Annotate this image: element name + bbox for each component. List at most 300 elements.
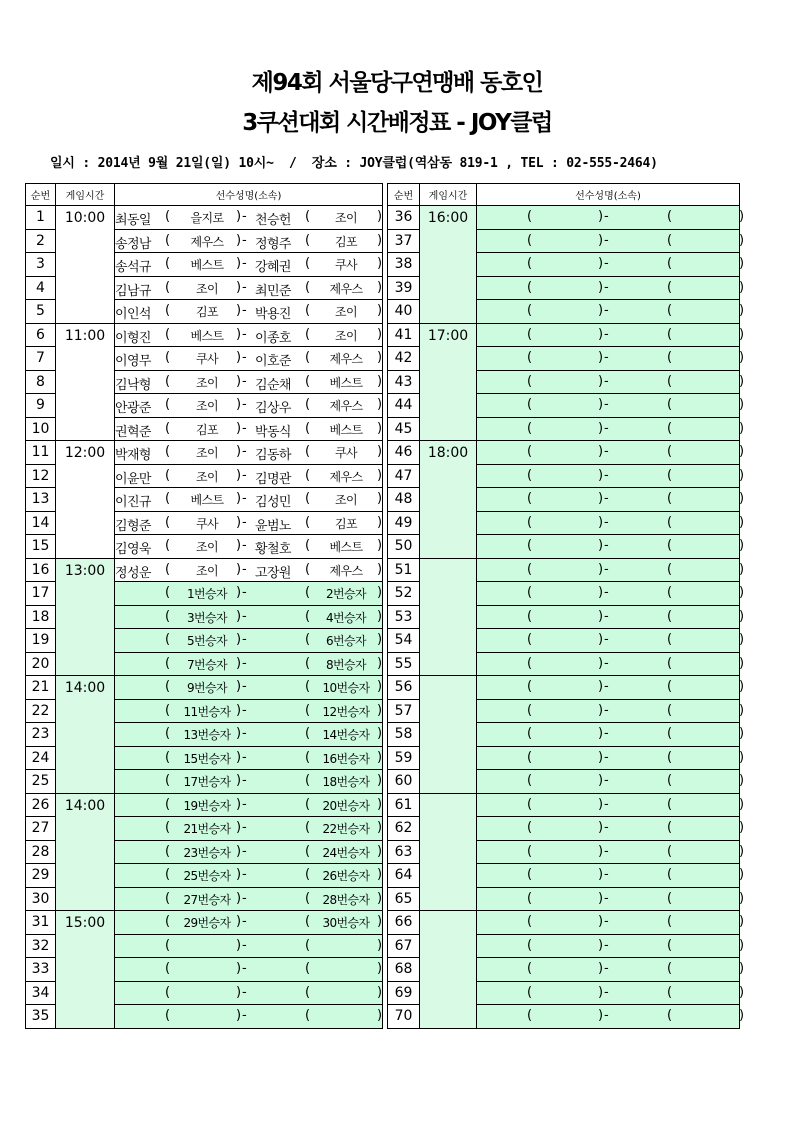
paren-open: ( (667, 679, 672, 695)
player-pair (477, 723, 744, 747)
player2-club: 30번승자 (322, 916, 370, 931)
paren-close: ) (236, 538, 241, 554)
player2-club: 26번승자 (322, 869, 370, 884)
versus-dash: - (604, 655, 609, 671)
player1-club: 조이 (196, 540, 218, 555)
paren-close: ) (236, 444, 241, 460)
paren-close: ) (377, 867, 382, 883)
versus-dash: - (242, 749, 247, 765)
paren-open: ( (165, 420, 170, 436)
player-pair (477, 676, 744, 700)
versus-dash: - (242, 467, 247, 483)
player-pair (477, 229, 744, 253)
paren-close: ) (598, 209, 603, 225)
player-pair (477, 300, 744, 324)
player-pair-content (115, 982, 382, 1004)
paren-open: ( (165, 1008, 170, 1024)
player-pair (115, 770, 383, 794)
player2-club: 조이 (335, 493, 357, 508)
match-number: 39 (388, 276, 420, 300)
versus-dash: - (604, 890, 609, 906)
versus-dash: - (604, 444, 609, 460)
paren-close: ) (236, 749, 241, 765)
paren-close: ) (377, 773, 382, 789)
paren-close: ) (236, 843, 241, 859)
player2-name: 고장원 (255, 565, 291, 581)
paren-open: ( (527, 984, 532, 1000)
versus-dash: - (242, 303, 247, 319)
player-pair (115, 723, 383, 747)
paren-close: ) (739, 350, 744, 366)
paren-open: ( (527, 843, 532, 859)
player1-club: 13번승자 (183, 728, 231, 743)
paren-close: ) (739, 514, 744, 530)
match-number: 45 (388, 417, 420, 441)
versus-dash: - (242, 1008, 247, 1024)
match-number: 64 (388, 864, 420, 888)
paren-open: ( (527, 937, 532, 953)
player1-name: 이인석 (115, 307, 151, 323)
game-time: 17:00 (420, 323, 477, 441)
player1-club: 11번승자 (183, 704, 231, 719)
player2-club: 제우스 (329, 281, 363, 296)
paren-open: ( (527, 514, 532, 530)
versus-dash: - (242, 209, 247, 225)
paren-open: ( (667, 843, 672, 859)
player2-club: 12번승자 (322, 704, 370, 719)
paren-close: ) (739, 843, 744, 859)
player1-club: 15번승자 (183, 751, 231, 766)
paren-close: ) (598, 397, 603, 413)
player1-club: 김포 (196, 305, 218, 320)
table-row (388, 911, 740, 935)
versus-dash: - (604, 397, 609, 413)
paren-close: ) (236, 679, 241, 695)
paren-open: ( (527, 467, 532, 483)
paren-open: ( (165, 279, 170, 295)
paren-open: ( (527, 867, 532, 883)
match-number: 40 (388, 300, 420, 324)
paren-open: ( (527, 1008, 532, 1024)
paren-open: ( (305, 608, 310, 624)
match-number: 2 (26, 229, 56, 253)
player-pair-content (115, 770, 382, 792)
player-pair-content (115, 723, 382, 745)
paren-close: ) (739, 867, 744, 883)
player-pair (115, 370, 383, 394)
paren-open: ( (667, 820, 672, 836)
paren-close: ) (598, 1008, 603, 1024)
player-pair (477, 887, 744, 911)
player-pair-content (115, 606, 382, 628)
schedule-table-left (25, 183, 383, 1029)
paren-close: ) (739, 726, 744, 742)
paren-close: ) (236, 585, 241, 601)
match-number: 46 (388, 441, 420, 465)
player2-club: 8번승자 (325, 657, 366, 672)
player-pair (115, 629, 383, 653)
paren-open: ( (305, 773, 310, 789)
player-pair (115, 464, 383, 488)
match-number: 24 (26, 746, 56, 770)
paren-close: ) (598, 608, 603, 624)
paren-open: ( (667, 467, 672, 483)
paren-open: ( (305, 420, 310, 436)
player-pair (115, 488, 383, 512)
versus-dash: - (604, 961, 609, 977)
versus-dash: - (242, 796, 247, 812)
player-pair (115, 394, 383, 418)
match-number: 47 (388, 464, 420, 488)
paren-close: ) (236, 232, 241, 248)
player1-name: 이영무 (115, 354, 151, 370)
versus-dash: - (242, 890, 247, 906)
paren-open: ( (305, 585, 310, 601)
paren-close: ) (739, 608, 744, 624)
player2-club: 김포 (335, 516, 357, 531)
player2-club: 2번승자 (325, 587, 366, 602)
paren-close: ) (739, 491, 744, 507)
paren-close: ) (739, 538, 744, 554)
paren-open: ( (165, 984, 170, 1000)
player-pair-content (115, 817, 382, 839)
player-pair-content (477, 723, 744, 745)
game-time: 12:00 (56, 441, 115, 559)
match-number: 33 (26, 958, 56, 982)
paren-open: ( (667, 914, 672, 930)
player2-club: 조이 (335, 305, 357, 320)
paren-close: ) (598, 984, 603, 1000)
player2-club: 베스트 (329, 422, 363, 437)
paren-close: ) (377, 209, 382, 225)
paren-close: ) (739, 232, 744, 248)
player-pair (477, 558, 744, 582)
player-pair (477, 864, 744, 888)
game-time: 14:00 (56, 793, 115, 911)
match-number: 5 (26, 300, 56, 324)
match-number: 10 (26, 417, 56, 441)
paren-open: ( (667, 232, 672, 248)
paren-close: ) (739, 749, 744, 765)
player-pair-content (477, 958, 744, 980)
paren-open: ( (527, 303, 532, 319)
versus-dash: - (604, 491, 609, 507)
paren-open: ( (667, 350, 672, 366)
match-number: 42 (388, 347, 420, 371)
paren-open: ( (305, 397, 310, 413)
paren-open: ( (305, 491, 310, 507)
paren-open: ( (305, 679, 310, 695)
player-pair-content (477, 864, 744, 886)
paren-close: ) (236, 1008, 241, 1024)
paren-open: ( (667, 561, 672, 577)
player-pair (477, 746, 744, 770)
player2-club: 베스트 (329, 375, 363, 390)
paren-open: ( (305, 514, 310, 530)
paren-close: ) (598, 232, 603, 248)
paren-close: ) (236, 702, 241, 718)
player1-club: 1번승자 (186, 587, 227, 602)
paren-open: ( (667, 867, 672, 883)
paren-close: ) (377, 796, 382, 812)
match-number: 32 (26, 934, 56, 958)
paren-open: ( (305, 749, 310, 765)
player2-club: 조이 (335, 211, 357, 226)
paren-open: ( (527, 679, 532, 695)
paren-open: ( (527, 914, 532, 930)
paren-close: ) (739, 632, 744, 648)
paren-close: ) (739, 373, 744, 389)
player2-name: 김명관 (255, 471, 291, 487)
player-pair (477, 394, 744, 418)
versus-dash: - (242, 491, 247, 507)
match-number: 68 (388, 958, 420, 982)
match-number: 62 (388, 817, 420, 841)
player-pair-content (477, 606, 744, 628)
game-time (420, 793, 477, 911)
paren-close: ) (236, 867, 241, 883)
paren-open: ( (165, 702, 170, 718)
paren-open: ( (305, 256, 310, 272)
player2-club: 6번승자 (325, 634, 366, 649)
player-pair (115, 276, 383, 300)
player-pair-content (477, 629, 744, 651)
table-row (388, 206, 740, 230)
table-row (26, 793, 383, 817)
paren-open: ( (305, 232, 310, 248)
match-number: 70 (388, 1005, 420, 1029)
player-pair (477, 793, 744, 817)
game-time: 13:00 (56, 558, 115, 676)
player-pair (477, 770, 744, 794)
paren-open: ( (667, 373, 672, 389)
paren-close: ) (598, 420, 603, 436)
versus-dash: - (242, 420, 247, 436)
match-number: 34 (26, 981, 56, 1005)
match-number: 8 (26, 370, 56, 394)
player2-name: 천승헌 (255, 213, 291, 229)
player2-name: 김동하 (255, 448, 291, 464)
match-number: 29 (26, 864, 56, 888)
paren-open: ( (667, 397, 672, 413)
paren-open: ( (165, 467, 170, 483)
player-pair (115, 206, 383, 230)
versus-dash: - (604, 820, 609, 836)
versus-dash: - (242, 867, 247, 883)
player2-club: 28번승자 (322, 892, 370, 907)
player-pair-content (115, 629, 382, 651)
paren-close: ) (598, 749, 603, 765)
versus-dash: - (242, 585, 247, 601)
versus-dash: - (604, 514, 609, 530)
paren-close: ) (739, 444, 744, 460)
player-pair-content (115, 230, 382, 252)
player1-club: 29번승자 (183, 916, 231, 931)
versus-dash: - (604, 232, 609, 248)
match-number: 1 (26, 206, 56, 230)
player-pair (115, 441, 383, 465)
player2-name: 최민준 (255, 283, 291, 299)
player-pair-content (115, 394, 382, 416)
paren-open: ( (305, 326, 310, 342)
paren-close: ) (598, 937, 603, 953)
paren-open: ( (305, 820, 310, 836)
player-pair-content (115, 794, 382, 816)
versus-dash: - (604, 749, 609, 765)
match-number: 63 (388, 840, 420, 864)
match-number: 55 (388, 652, 420, 676)
player-pair (115, 1005, 383, 1029)
versus-dash: - (604, 326, 609, 342)
paren-close: ) (236, 279, 241, 295)
paren-close: ) (236, 350, 241, 366)
player1-club: 조이 (196, 399, 218, 414)
player-pair (477, 1005, 744, 1029)
paren-open: ( (667, 538, 672, 554)
paren-open: ( (165, 373, 170, 389)
player2-club: 18번승자 (322, 775, 370, 790)
document-title-line2: 3쿠션대회 시간배정표 - JOY클럽 (242, 110, 552, 136)
player1-name: 박재형 (115, 448, 151, 464)
paren-close: ) (377, 585, 382, 601)
paren-close: ) (377, 373, 382, 389)
paren-close: ) (739, 279, 744, 295)
player-pair-content (115, 441, 382, 463)
versus-dash: - (604, 420, 609, 436)
player-pair-content (115, 465, 382, 487)
paren-close: ) (377, 561, 382, 577)
player1-name: 이형진 (115, 330, 151, 346)
paren-open: ( (165, 632, 170, 648)
paren-open: ( (667, 209, 672, 225)
player2-club: 제우스 (329, 399, 363, 414)
player2-club: 조이 (335, 328, 357, 343)
paren-open: ( (165, 326, 170, 342)
versus-dash: - (242, 279, 247, 295)
match-number: 21 (26, 676, 56, 700)
versus-dash: - (604, 608, 609, 624)
paren-open: ( (165, 514, 170, 530)
player-pair-content (115, 935, 382, 957)
player-pair-content (477, 1005, 744, 1027)
paren-close: ) (739, 420, 744, 436)
player2-name: 이종호 (255, 330, 291, 346)
match-number: 50 (388, 535, 420, 559)
player-pair (115, 911, 383, 935)
paren-close: ) (598, 585, 603, 601)
player2-name: 박동식 (255, 424, 291, 440)
versus-dash: - (604, 256, 609, 272)
paren-open: ( (165, 303, 170, 319)
paren-close: ) (236, 326, 241, 342)
player1-name: 송정남 (115, 236, 151, 252)
paren-close: ) (598, 679, 603, 695)
paren-close: ) (236, 820, 241, 836)
player-pair (477, 253, 744, 277)
match-number: 20 (26, 652, 56, 676)
paren-close: ) (739, 773, 744, 789)
versus-dash: - (604, 773, 609, 789)
player-pair (115, 652, 383, 676)
match-number: 43 (388, 370, 420, 394)
game-time (420, 676, 477, 794)
paren-close: ) (236, 890, 241, 906)
paren-open: ( (667, 326, 672, 342)
player1-club: 3번승자 (186, 610, 227, 625)
game-time: 10:00 (56, 206, 115, 324)
paren-close: ) (377, 820, 382, 836)
game-time: 18:00 (420, 441, 477, 559)
paren-close: ) (377, 467, 382, 483)
player-pair-content (115, 535, 382, 557)
player-pair-content (477, 347, 744, 369)
table-row (388, 676, 740, 700)
player-pair-content (477, 535, 744, 557)
match-number: 54 (388, 629, 420, 653)
versus-dash: - (242, 632, 247, 648)
player-pair (477, 370, 744, 394)
paren-close: ) (598, 256, 603, 272)
player1-club: 쿠사 (196, 516, 218, 531)
paren-open: ( (527, 726, 532, 742)
versus-dash: - (604, 1008, 609, 1024)
match-number: 35 (26, 1005, 56, 1029)
player-pair-content (115, 582, 382, 604)
player-pair-content (477, 582, 744, 604)
paren-close: ) (598, 279, 603, 295)
match-number: 26 (26, 793, 56, 817)
player-pair-content (115, 324, 382, 346)
player1-club: 25번승자 (183, 869, 231, 884)
versus-dash: - (604, 303, 609, 319)
match-number: 14 (26, 511, 56, 535)
match-number: 60 (388, 770, 420, 794)
paren-close: ) (739, 820, 744, 836)
paren-open: ( (527, 890, 532, 906)
player-pair-content (477, 794, 744, 816)
paren-close: ) (377, 514, 382, 530)
player-pair-content (115, 747, 382, 769)
player1-club: 9번승자 (186, 681, 227, 696)
paren-close: ) (598, 444, 603, 460)
paren-close: ) (236, 514, 241, 530)
player2-name: 강혜권 (255, 260, 291, 276)
paren-close: ) (739, 961, 744, 977)
versus-dash: - (604, 726, 609, 742)
paren-open: ( (527, 279, 532, 295)
paren-close: ) (739, 467, 744, 483)
player-pair-content (115, 888, 382, 910)
player2-club: 4번승자 (325, 610, 366, 625)
paren-close: ) (377, 961, 382, 977)
player2-club: 20번승자 (322, 798, 370, 813)
paren-open: ( (667, 961, 672, 977)
paren-open: ( (667, 420, 672, 436)
paren-open: ( (527, 326, 532, 342)
versus-dash: - (604, 538, 609, 554)
player1-name: 이진규 (115, 495, 151, 511)
paren-close: ) (598, 867, 603, 883)
paren-open: ( (165, 444, 170, 460)
paren-open: ( (527, 444, 532, 460)
player2-name: 정형주 (255, 236, 291, 252)
player-pair-content (115, 958, 382, 980)
player-pair (477, 417, 744, 441)
player-pair (477, 652, 744, 676)
versus-dash: - (242, 702, 247, 718)
paren-close: ) (377, 326, 382, 342)
paren-open: ( (527, 232, 532, 248)
